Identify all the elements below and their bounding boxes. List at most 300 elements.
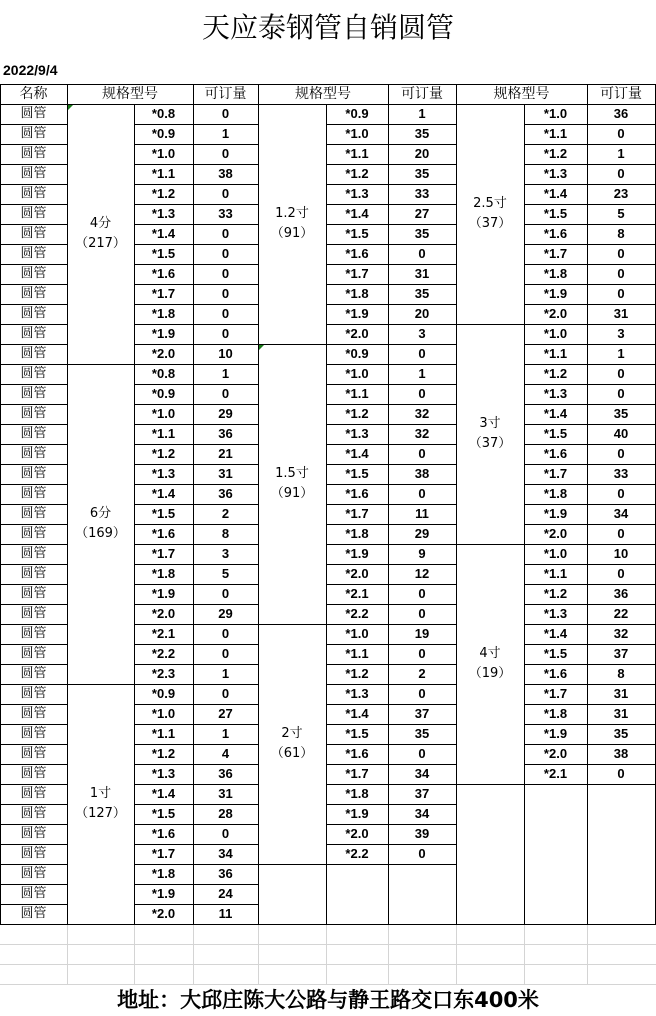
spec-cell: *1.2 [345,666,369,681]
qty-cell: 0 [617,526,625,541]
spec-cell: *1.2 [151,446,176,461]
spec-cell: *2.2 [345,846,369,861]
spec-cell: *1.3 [543,386,568,401]
qty-cell: 33 [218,206,233,221]
row-name-cell: 圆管 [20,446,47,461]
qty-cell: 31 [218,786,233,801]
qty-cell: 29 [218,406,233,421]
spec-cell: *1.6 [345,246,369,261]
qty-cell: 36 [613,106,629,121]
qty-cell: 0 [418,646,426,661]
spec-cell: *1.2 [151,186,176,201]
qty-cell: 0 [617,766,625,781]
spec-cell: *1.5 [345,466,369,481]
spec-cell: *1.2 [543,366,568,381]
qty-cell: 0 [617,246,625,261]
spec-cell: *1.1 [345,386,369,401]
row-name-cell: 圆管 [20,766,47,781]
qty-cell: 0 [617,266,625,281]
qty-cell: 0 [418,586,426,601]
row-name-cell: 圆管 [20,526,47,541]
size-group-name: 2寸 [281,726,303,741]
spec-cell: *1.4 [151,786,176,801]
comment-marker-icon [68,105,73,110]
qty-cell: 10 [613,546,629,561]
spec-cell: *1.4 [345,446,369,461]
qty-cell: 27 [414,206,430,221]
spec-cell: *1.1 [151,166,176,181]
column-header: 规格型号 [102,86,158,102]
spec-cell: *1.3 [151,766,176,781]
qty-cell: 38 [613,746,629,761]
spec-cell: *1.5 [543,646,568,661]
column-header: 名称 [19,86,48,102]
spec-cell: *2.1 [151,626,176,641]
qty-cell: 5 [221,566,230,581]
qty-cell: 35 [613,406,629,421]
size-group-label [258,464,326,504]
spec-cell: *1.6 [543,666,568,681]
qty-cell: 0 [617,286,625,301]
qty-cell: 20 [414,146,430,161]
qty-cell: 36 [613,586,629,601]
row-name-cell: 圆管 [20,666,47,681]
qty-cell: 8 [617,666,625,681]
spec-cell: *1.8 [151,306,176,321]
spec-cell: *1.7 [543,246,568,261]
qty-cell: 1 [418,366,426,381]
spec-cell: *1.1 [345,646,369,661]
qty-cell: 5 [617,206,625,221]
spec-cell: *2.2 [345,606,369,621]
row-name-cell: 圆管 [20,706,47,721]
spec-cell: *1.8 [151,566,176,581]
spec-cell: *1.8 [543,706,568,721]
spec-cell: *1.7 [543,466,568,481]
qty-cell: 34 [613,506,629,521]
row-name-cell: 圆管 [20,466,47,481]
spec-cell: *1.8 [345,526,369,541]
qty-cell: 2 [418,666,426,681]
spec-cell: *1.7 [151,846,176,861]
spec-cell: *1.1 [543,126,568,141]
row-name-cell: 圆管 [20,906,47,921]
qty-cell: 1 [617,146,625,161]
spec-cell: *1.9 [345,806,369,821]
qty-cell: 34 [414,766,430,781]
row-name-cell: 圆管 [20,586,47,601]
qty-cell: 0 [221,826,230,841]
qty-cell: 31 [414,266,430,281]
spec-cell: *1.5 [151,806,176,821]
qty-cell: 31 [613,706,629,721]
qty-cell: 35 [414,226,430,241]
size-group-label [456,414,524,454]
qty-cell: 24 [218,886,233,901]
qty-cell: 1 [221,366,230,381]
row-name-cell: 圆管 [20,306,47,321]
spec-cell: *1.3 [151,466,176,481]
spec-cell: *0.9 [345,346,369,361]
spec-cell: *1.2 [345,406,369,421]
qty-cell: 0 [617,366,625,381]
qty-cell: 32 [414,406,430,421]
qty-cell: 0 [221,686,230,701]
spec-cell: *1.0 [151,406,176,421]
qty-cell: 31 [613,306,629,321]
column-header: 可订量 [204,86,247,102]
spec-cell: *1.8 [543,266,568,281]
row-name-cell: 圆管 [20,166,47,181]
spec-cell: *1.4 [151,486,176,501]
spec-cell: *1.5 [151,506,176,521]
spec-cell: *1.7 [345,506,369,521]
qty-cell: 40 [613,426,629,441]
row-name-cell: 圆管 [20,486,47,501]
spec-cell: *2.0 [345,566,369,581]
spec-cell: *1.4 [151,226,176,241]
qty-cell: 3 [617,326,625,341]
qty-cell: 32 [613,626,629,641]
spec-cell: *1.9 [543,726,568,741]
qty-cell: 28 [218,806,233,821]
spec-cell: *1.6 [151,526,176,541]
qty-cell: 0 [221,386,230,401]
spec-cell: *0.9 [151,686,176,701]
size-group-name: 1.5寸 [275,466,309,481]
qty-cell: 0 [418,346,426,361]
size-group-name: 4分 [89,216,112,231]
spec-cell: *0.9 [151,126,176,141]
spec-cell: *2.1 [543,766,568,781]
qty-cell: 0 [617,446,625,461]
spec-cell: *1.2 [543,586,568,601]
spec-cell: *1.3 [543,606,568,621]
size-group-total: （61） [270,746,314,761]
column-header: 可订量 [600,86,642,102]
qty-cell: 36 [218,766,233,781]
spec-cell: *0.8 [151,366,176,381]
qty-cell: 0 [418,846,426,861]
qty-cell: 0 [221,106,230,121]
spec-cell: *1.2 [151,746,176,761]
qty-cell: 37 [414,786,430,801]
qty-cell: 0 [418,446,426,461]
spec-cell: *1.0 [543,546,568,561]
spec-cell: *1.0 [345,126,369,141]
qty-cell: 33 [613,466,629,481]
row-name-cell: 圆管 [20,626,47,641]
qty-cell: 0 [418,606,426,621]
spec-cell: *0.8 [151,106,176,121]
qty-cell: 0 [418,246,426,261]
qty-cell: 0 [221,286,230,301]
qty-cell: 0 [617,386,625,401]
row-name-cell: 圆管 [20,866,47,881]
row-name-cell: 圆管 [20,786,47,801]
spec-cell: *0.9 [151,386,176,401]
size-group-name: 2.5寸 [473,196,507,211]
qty-cell: 0 [221,326,230,341]
column-header: 可订量 [401,86,443,102]
spec-cell: *1.5 [543,426,568,441]
qty-cell: 38 [218,166,233,181]
page-title: 天应泰钢管自销圆管 [201,11,454,44]
row-name-cell: 圆管 [20,106,47,121]
comment-marker-icon [259,345,264,350]
qty-cell: 39 [414,826,430,841]
qty-cell: 1 [418,106,426,121]
spec-cell: *1.4 [345,706,369,721]
qty-cell: 1 [221,726,230,741]
qty-cell: 8 [221,526,230,541]
spec-cell: *1.0 [151,146,176,161]
spec-cell: *1.1 [151,726,176,741]
qty-cell: 0 [418,486,426,501]
row-name-cell: 圆管 [20,806,47,821]
spec-cell: *2.0 [543,306,568,321]
qty-cell: 35 [613,726,629,741]
qty-cell: 31 [218,466,233,481]
row-name-cell: 圆管 [20,226,47,241]
spec-cell: *1.6 [345,746,369,761]
spec-cell: *1.8 [345,286,369,301]
spec-cell: *1.9 [151,886,176,901]
size-group-total: （37） [468,216,512,231]
spec-cell: *2.3 [151,666,176,681]
row-name-cell: 圆管 [20,186,47,201]
spec-cell: *2.1 [345,586,369,601]
qty-cell: 0 [418,686,426,701]
spec-cell: *1.9 [151,326,176,341]
spec-cell: *2.0 [543,526,568,541]
qty-cell: 11 [218,906,233,921]
qty-cell: 22 [613,606,629,621]
qty-cell: 0 [221,226,230,241]
spec-cell: *1.9 [345,306,369,321]
spec-cell: *1.1 [345,146,369,161]
qty-cell: 1 [617,346,625,361]
spec-cell: *2.2 [151,646,176,661]
qty-cell: 0 [221,586,230,601]
qty-cell: 35 [414,726,430,741]
row-name-cell: 圆管 [20,686,47,701]
row-name-cell: 圆管 [20,426,47,441]
column-header: 规格型号 [493,86,550,102]
qty-cell: 29 [414,526,430,541]
spec-cell: *1.6 [151,266,176,281]
spec-cell: *1.5 [543,206,568,221]
size-group-label [67,214,134,254]
size-group-total: （91） [270,486,314,501]
spec-cell: *1.2 [543,146,568,161]
size-group-name: 4寸 [479,646,501,661]
row-name-cell: 圆管 [20,566,47,581]
spec-cell: *1.3 [151,206,176,221]
spec-cell: *1.7 [151,546,176,561]
spec-cell: *1.6 [543,226,568,241]
qty-cell: 35 [414,126,430,141]
spec-cell: *1.5 [345,726,369,741]
spec-cell: *1.0 [543,326,568,341]
spec-cell: *1.5 [151,246,176,261]
size-group-label [258,724,326,764]
qty-cell: 4 [221,746,230,761]
spec-cell: *1.7 [543,686,568,701]
qty-cell: 9 [418,546,426,561]
size-group-label [456,194,524,234]
spec-cell: *2.0 [543,746,568,761]
qty-cell: 1 [221,666,230,681]
spec-cell: *1.0 [151,706,176,721]
row-name-cell: 圆管 [20,206,47,221]
spec-cell: *2.0 [345,326,369,341]
qty-cell: 2 [221,506,230,521]
spec-cell: *1.3 [543,166,568,181]
qty-cell: 10 [218,346,233,361]
date-label: 2022/9/4 [3,62,58,78]
size-group-total: （91） [270,226,314,241]
row-name-cell: 圆管 [20,646,47,661]
row-name-cell: 圆管 [20,286,47,301]
spec-cell: *2.0 [151,606,176,621]
row-name-cell: 圆管 [20,506,47,521]
spec-cell: *1.9 [151,586,176,601]
spec-cell: *1.2 [345,166,369,181]
qty-cell: 3 [221,546,230,561]
spec-cell: *1.9 [543,286,568,301]
qty-cell: 32 [414,426,430,441]
qty-cell: 36 [218,486,233,501]
spec-cell: *1.4 [543,626,568,641]
spec-cell: *1.9 [345,546,369,561]
spec-cell: *1.6 [345,486,369,501]
qty-cell: 11 [415,506,429,521]
qty-cell: 0 [418,746,426,761]
qty-cell: 38 [414,466,430,481]
row-name-cell: 圆管 [20,406,47,421]
qty-cell: 33 [414,186,430,201]
row-name-cell: 圆管 [20,146,47,161]
spec-cell: *1.7 [151,286,176,301]
qty-cell: 36 [218,426,233,441]
size-group-total: （217） [75,236,126,251]
qty-cell: 35 [414,286,430,301]
size-group-name: 6分 [89,506,112,521]
qty-cell: 23 [613,186,629,201]
qty-cell: 34 [414,806,430,821]
size-group-label [67,504,134,544]
qty-cell: 36 [218,866,233,881]
qty-cell: 1 [221,126,230,141]
spec-cell: *1.9 [543,506,568,521]
spec-cell: *1.3 [345,686,369,701]
qty-cell: 0 [617,566,625,581]
row-name-cell: 圆管 [20,746,47,761]
size-group-total: （37） [468,436,512,451]
spec-cell: *1.4 [345,206,369,221]
size-group-total: （169） [75,526,126,541]
size-group-name: 1.2寸 [275,206,309,221]
spec-cell: *1.6 [543,446,568,461]
qty-cell: 19 [414,626,430,641]
size-group-label [67,784,134,824]
spec-cell: *1.4 [543,406,568,421]
qty-cell: 0 [617,486,625,501]
spec-cell: *1.1 [543,346,568,361]
qty-cell: 35 [414,166,430,181]
qty-cell: 3 [418,326,426,341]
qty-cell: 37 [414,706,430,721]
qty-cell: 20 [414,306,430,321]
spec-cell: *0.9 [345,106,369,121]
row-name-cell: 圆管 [20,366,47,381]
qty-cell: 37 [613,646,629,661]
spec-cell: *1.1 [543,566,568,581]
row-name-cell: 圆管 [20,886,47,901]
spec-cell: *1.0 [345,626,369,641]
spec-cell: *1.3 [345,426,369,441]
spec-cell: *1.6 [151,826,176,841]
spec-cell: *1.0 [543,106,568,121]
spec-cell: *1.3 [345,186,369,201]
size-group-total: （127） [75,806,126,821]
qty-cell: 0 [617,126,625,141]
spec-cell: *2.0 [345,826,369,841]
qty-cell: 0 [221,146,230,161]
qty-cell: 12 [414,566,430,581]
row-name-cell: 圆管 [20,846,47,861]
qty-cell: 27 [218,706,233,721]
spec-cell: *1.8 [543,486,568,501]
spec-cell: *1.1 [151,426,176,441]
size-group-label [258,204,326,244]
spec-cell: *2.0 [151,346,176,361]
qty-cell: 0 [221,266,230,281]
row-name-cell: 圆管 [20,126,47,141]
size-group-label [456,644,524,684]
qty-cell: 21 [218,446,233,461]
size-group-name: 1寸 [89,786,112,801]
qty-cell: 29 [218,606,233,621]
row-name-cell: 圆管 [20,266,47,281]
spec-cell: *2.0 [151,906,176,921]
column-header: 规格型号 [295,86,351,102]
qty-cell: 0 [418,386,426,401]
size-group-name: 3寸 [479,416,501,431]
qty-cell: 0 [221,306,230,321]
qty-cell: 31 [613,686,629,701]
spec-cell: *1.7 [345,266,369,281]
spec-cell: *1.0 [345,366,369,381]
qty-cell: 0 [221,186,230,201]
spec-cell: *1.5 [345,226,369,241]
qty-cell: 0 [221,646,230,661]
row-name-cell: 圆管 [20,326,47,341]
row-name-cell: 圆管 [20,726,47,741]
spec-cell: *1.8 [151,866,176,881]
spec-cell: *1.4 [543,186,568,201]
spec-cell: *1.8 [345,786,369,801]
row-name-cell: 圆管 [20,546,47,561]
row-name-cell: 圆管 [20,246,47,261]
qty-cell: 34 [218,846,233,861]
row-name-cell: 圆管 [20,386,47,401]
address-footer: 地址：大邱庄陈大公路与静王路交口东400米 [117,988,539,1012]
size-group-total: （19） [468,666,512,681]
qty-cell: 0 [617,166,625,181]
row-name-cell: 圆管 [20,346,47,361]
